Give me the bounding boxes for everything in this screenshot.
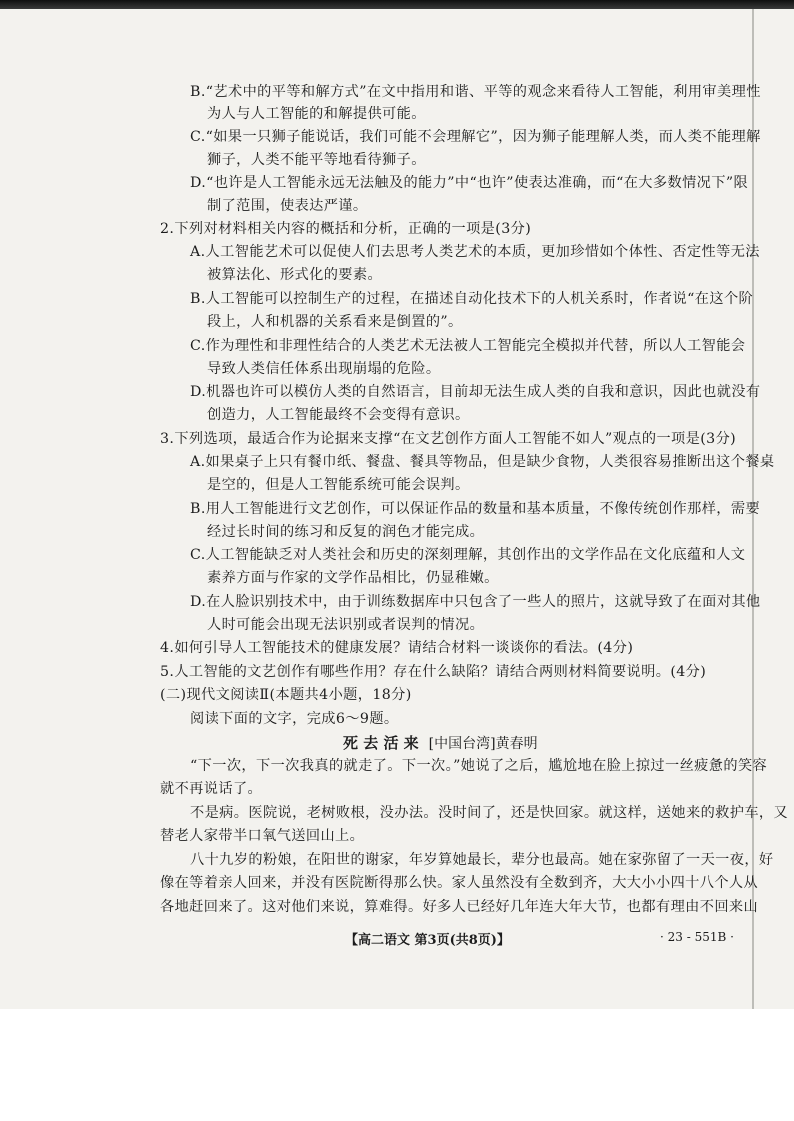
q2-option-c-line1: C.作为理性和非理性结合的人类艺术无法被人工智能完全模拟并代替，所以人工智能会 [190, 338, 746, 354]
q1-option-d-line1: D.“也许是人工智能永远无法触及的能力”中“也许”使表达准确，而“在大多数情况下”限 [190, 175, 749, 191]
section-instruction: 阅读下面的文字，完成6～9题。 [190, 711, 399, 727]
story-title-line [343, 733, 538, 754]
q5-stem: 5.人工智能的文艺创作有哪些作用？存在什么缺陷？请结合两则材料简要说明。(4分) [160, 664, 707, 680]
q2-option-a-line2: 被算法化、形式化的要素。 [207, 267, 383, 283]
paper-code: · 23 - 551B · [660, 930, 734, 944]
story-p2-line1: 不是病。医院说，老树败根，没办法。没时间了，还是快回家。就这样，送她来的救护车，又 [190, 805, 789, 821]
story-author: [中国台湾]黄春明 [428, 736, 538, 752]
q3-option-d-line1: D.在人脸识别技术中，由于训练数据库中只包含了一些人的照片，这就导致了在面对其他 [190, 594, 761, 610]
story-p2-line2: 替老人家带半口氧气送回山上。 [160, 828, 365, 844]
q2-option-b-line2: 段上，人和机器的关系看来是倒置的”。 [207, 314, 463, 330]
q1-option-c-line2: 狮子，人类不能平等地看待狮子。 [207, 152, 426, 168]
q3-option-b-line2: 经过长时间的练习和反复的润色才能完成。 [207, 524, 485, 540]
q1-option-c-line1: C.“如果一只狮子能说话，我们可能不会理解它”，因为狮子能理解人类，而人类不能理解 [190, 129, 761, 145]
q3-stem: 3.下列选项，最适合作为论据来支撑“在文艺创作方面人工智能不如人”观点的一项是(3分) [160, 431, 737, 447]
section-heading: (二)现代文阅读Ⅱ(本题共4小题，18分) [160, 687, 412, 703]
q1-option-b-line1: B.“艺术中的平等和解方式”在文中指用和谐、平等的观念来看待人工智能，利用审美理性 [190, 84, 761, 100]
q2-option-d-line2: 创造力，人工智能最终不会变得有意识。 [207, 407, 470, 423]
story-p3-line2: 像在等着亲人回来，并没有医院断得那么快。家人虽然没有全数到齐，大大小小四十八个人从 [160, 875, 759, 891]
q3-option-c-line1: C.人工智能缺乏对人类社会和历史的深刻理解，其创作出的文学作品在文化底蕴和人文 [190, 547, 746, 563]
q1-option-d-line2: 制了范围，使表达严谨。 [207, 198, 368, 214]
q2-option-a-line1: A.人工智能艺术可以促使人们去思考人类艺术的本质，更加珍惜如个体性、否定性等无法 [190, 244, 760, 260]
q3-option-d-line2: 人时可能会出现无法识别或者误判的情况。 [207, 617, 485, 633]
story-p1-line1: “下一次，下一次我真的就走了。下一次。”她说了之后，尴尬地在脸上掠过一丝疲惫的笑容 [190, 758, 768, 774]
q2-option-d-line1: D.机器也许可以模仿人类的自然语言，目前却无法生成人类的自我和意识，因此也就没有 [190, 384, 761, 400]
q4-stem: 4.如何引导人工智能技术的健康发展？请结合材料一谈谈你的看法。(4分) [160, 640, 634, 656]
q3-option-a-line2: 是空的，但是人工智能系统可能会误判。 [207, 477, 470, 493]
story-title: 死 去 活 来 [343, 734, 419, 752]
story-p3-line3: 各地赶回来了。这对他们来说，算难得。好多人已经好几年连大年大节，也都有理由不回来山 [160, 899, 759, 915]
page-footer: 【高二语文 第3页(共8页)】 [345, 933, 510, 948]
story-p3-line1: 八十九岁的粉娘，在阳世的谢家，年岁算她最长，辈分也最高。她在家弥留了一天一夜，好 [190, 852, 774, 868]
q1-option-b-line2: 为人与人工智能的和解提供可能。 [207, 106, 426, 122]
q3-option-a-line1: A.如果桌子上只有餐巾纸、餐盘、餐具等物品，但是缺少食物，人类很容易推断出这个餐桌 [190, 454, 775, 470]
q2-stem: 2.下列对材料相关内容的概括和分析，正确的一项是(3分) [160, 221, 532, 237]
q3-option-c-line2: 素养方面与作家的文学作品相比，仍显稚嫩。 [207, 570, 499, 586]
q3-option-b-line1: B.用人工智能进行文艺创作，可以保证作品的数量和基本质量，不像传统创作那样，需要 [190, 501, 761, 517]
story-p1-line2: 就不再说话了。 [160, 781, 263, 797]
q2-option-b-line1: B.人工智能可以控制生产的过程，在描述自动化技术下的人机关系时，作者说“在这个阶 [190, 291, 754, 307]
q2-option-c-line2: 导致人类信任体系出现崩塌的危险。 [207, 361, 441, 377]
